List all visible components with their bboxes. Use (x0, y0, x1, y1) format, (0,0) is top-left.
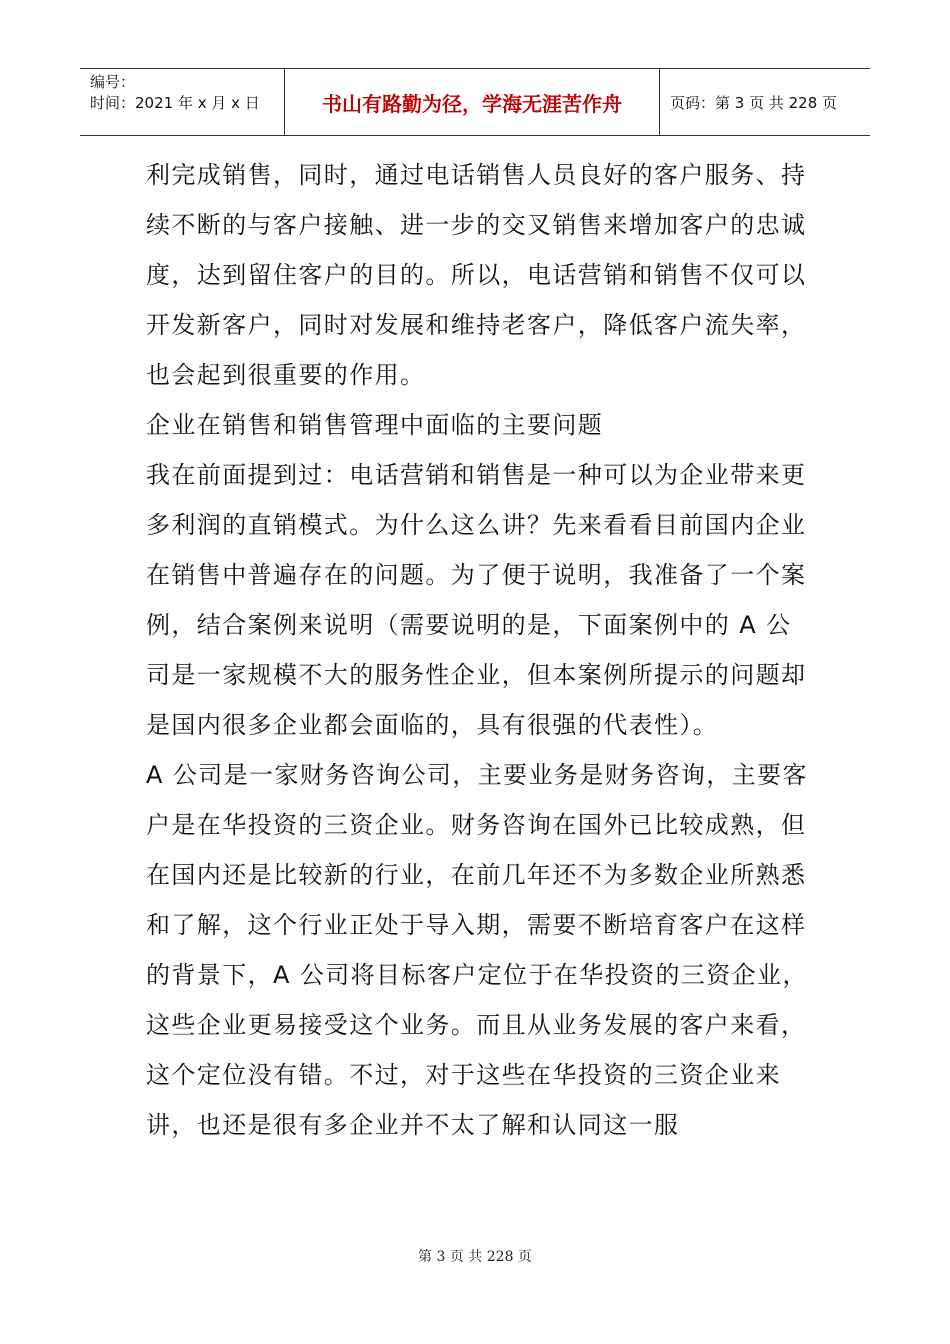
serial-number-label: 编号： (90, 73, 136, 91)
header-meta-cell (80, 69, 284, 135)
page-footer (0, 1246, 950, 1266)
motto-cell (284, 69, 660, 135)
page-info-cell (660, 69, 870, 135)
paragraph-3: A 公司是一家财务咨询公司，主要业务是财务咨询，主要客户是在华投资的三资企业。财务咨询在国外已比较成熟，但在国内还是比较新的行业，在前几年还不为多数企业所熟悉和了解，这个行业正处于导入期，需要不断培育客户在这样的背景下，A 公司将目标客户定位于在华投资的三资企业，这些企业更易接受这个业务。而且从业务发展的客户来看，这个定位没有错。不过，对于这些在华投资的三资企业来讲，也还是很有多企业并不太了解和认同这一服 (146, 761, 808, 1139)
header-page-info: 页码：第 3 页 共 228 页 (670, 93, 838, 112)
document-header (80, 68, 870, 136)
footer-page-number: 第 3 页 共 228 页 (418, 1249, 532, 1265)
paragraph-2: 我在前面提到过：电话营销和销售是一种可以为企业带来更多利润的直销模式。为什么这么讲？先来看看目前国内企业在销售中普遍存在的问题。为了便于说明，我准备了一个案例，结合案例来说明（需要说明的是，下面案例中的 A 公司是一家规模不大的服务性企业，但本案例所提示的问题却是国内很多企业都会面临的，具有很强的代表性）。 (146, 461, 807, 739)
header-motto: 书山有路勤为径，学海无涯苦作舟 (322, 91, 622, 116)
date-line: 时间：2021 年 x 月 x 日 (90, 94, 260, 112)
paragraph-1: 利完成销售，同时，通过电话销售人员良好的客户服务、持续不断的与客户接触、进一步的交叉销售来增加客户的忠诚度，达到留住客户的目的。所以，电话营销和销售不仅可以开发新客户，同时对发展和维持老客户，降低客户流失率，也会起到很重要的作用。 (146, 161, 807, 389)
section-heading: 企业在销售和销售管理中面临的主要问题 (146, 411, 604, 439)
document-body (146, 150, 811, 1150)
